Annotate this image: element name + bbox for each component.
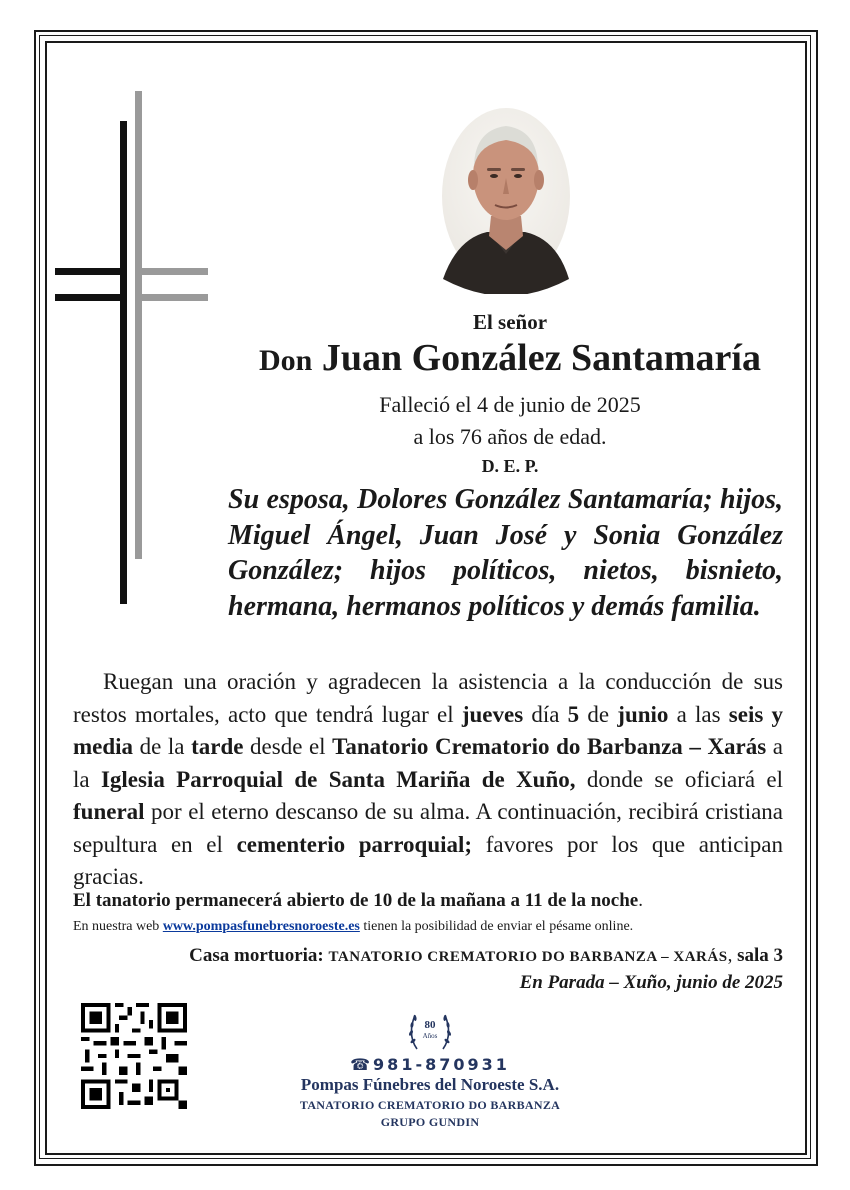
bold-segment: tarde bbox=[191, 734, 244, 759]
bold-segment: junio bbox=[617, 701, 669, 727]
qr-code[interactable] bbox=[81, 1003, 187, 1109]
text-segment: Ruegan una oración y agradecen la asistencia a la conducción de sus restos mortales, acto que tendrá lugar el bbox=[73, 669, 783, 727]
ceremony-paragraph bbox=[73, 666, 783, 894]
age-line: a los 76 años de edad. bbox=[413, 424, 607, 449]
death-date: Falleció el 4 de junio de 2025 bbox=[379, 392, 641, 417]
separator: , bbox=[727, 945, 738, 966]
logo-number: 80 bbox=[424, 1019, 436, 1031]
phone-number[interactable] bbox=[230, 1055, 630, 1074]
web-condolence-note bbox=[73, 919, 793, 935]
text-segment: de la bbox=[133, 734, 192, 759]
company-subtitle: TANATORIO CREMATORIO DO BARBANZA bbox=[299, 1098, 561, 1112]
web-note-suffix: tienen la posibilidad de enviar el pésame online. bbox=[359, 919, 634, 934]
cross-arm-light-top bbox=[135, 268, 208, 275]
deceased-name bbox=[230, 336, 790, 380]
rip-abbreviation: D. E. P. bbox=[481, 456, 539, 476]
funeral-home bbox=[73, 945, 783, 967]
company-group: GRUPO GUNDIN bbox=[380, 1115, 480, 1129]
website-link[interactable]: www.pompasfunebresnoroeste.es bbox=[162, 919, 360, 934]
bold-segment: 5 bbox=[567, 701, 580, 727]
text-segment: donde se oficiará el bbox=[575, 766, 783, 792]
bold-segment: Iglesia Parroquial de Santa Mariña de Xuño, bbox=[100, 766, 576, 792]
phone-text: 981-870931 bbox=[373, 1055, 510, 1074]
place-and-date: En Parada – Xuño, junio de 2025 bbox=[519, 972, 783, 993]
bold-segment: Tanatorio Crematorio do Barbanza – Xarás bbox=[332, 734, 767, 759]
web-note-prefix: En nuestra web bbox=[73, 919, 163, 934]
text-segment: de bbox=[579, 701, 618, 727]
room-number: sala 3 bbox=[737, 945, 783, 966]
title-prefix: El señor bbox=[472, 310, 548, 334]
company-name: Pompas Fúnebres del Noroeste S.A. bbox=[300, 1075, 560, 1094]
bold-segment: jueves bbox=[461, 701, 524, 727]
anniversary-laurel-logo bbox=[403, 1005, 457, 1055]
text-segment: favores por los que anticipan gracias. bbox=[73, 831, 783, 889]
honorific: Don bbox=[259, 344, 313, 377]
opening-hours-period: . bbox=[638, 890, 643, 911]
text-segment: a las bbox=[668, 701, 729, 727]
bold-segment: cementerio parroquial; bbox=[236, 831, 473, 857]
deceased-portrait bbox=[437, 104, 575, 294]
family-list: Su esposa, Dolores González Santamaría; hijos, Miguel Ángel, Juan José y Sonia González González; hijos políticos, nietos, bisnieto, hermana, hermanos políticos y demás familia. bbox=[228, 484, 783, 622]
phone-icon: ☎ bbox=[350, 1055, 374, 1074]
funeral-home-name: TANATORIO CREMATORIO DO BARBANZA – XARÁS bbox=[328, 949, 728, 965]
cross-arm-dark-bottom bbox=[55, 294, 127, 301]
bold-segment: seis y media bbox=[73, 701, 783, 759]
opening-hours bbox=[73, 890, 793, 912]
cross-vertical-dark bbox=[120, 121, 127, 604]
opening-hours-text: El tanatorio permanecerá abierto de 10 de la mañana a 11 de la noche bbox=[73, 890, 639, 911]
text-segment: día bbox=[523, 701, 568, 727]
funeral-home-label: Casa mortuoria: bbox=[189, 945, 329, 966]
cross-arm-light-bottom bbox=[135, 294, 208, 301]
text-segment: a la bbox=[73, 734, 783, 792]
cross-arm-dark-top bbox=[55, 268, 127, 275]
cross-vertical-light bbox=[135, 91, 142, 559]
bold-segment: funeral bbox=[73, 799, 145, 824]
deceased-full-name: Juan González Santamaría bbox=[321, 337, 761, 379]
text-segment: por el eterno descanso de su alma. A continuación, recibirá cristiana sepultura en el bbox=[73, 799, 783, 857]
text-segment: desde el bbox=[243, 734, 333, 759]
logo-word: Años bbox=[422, 1032, 438, 1040]
